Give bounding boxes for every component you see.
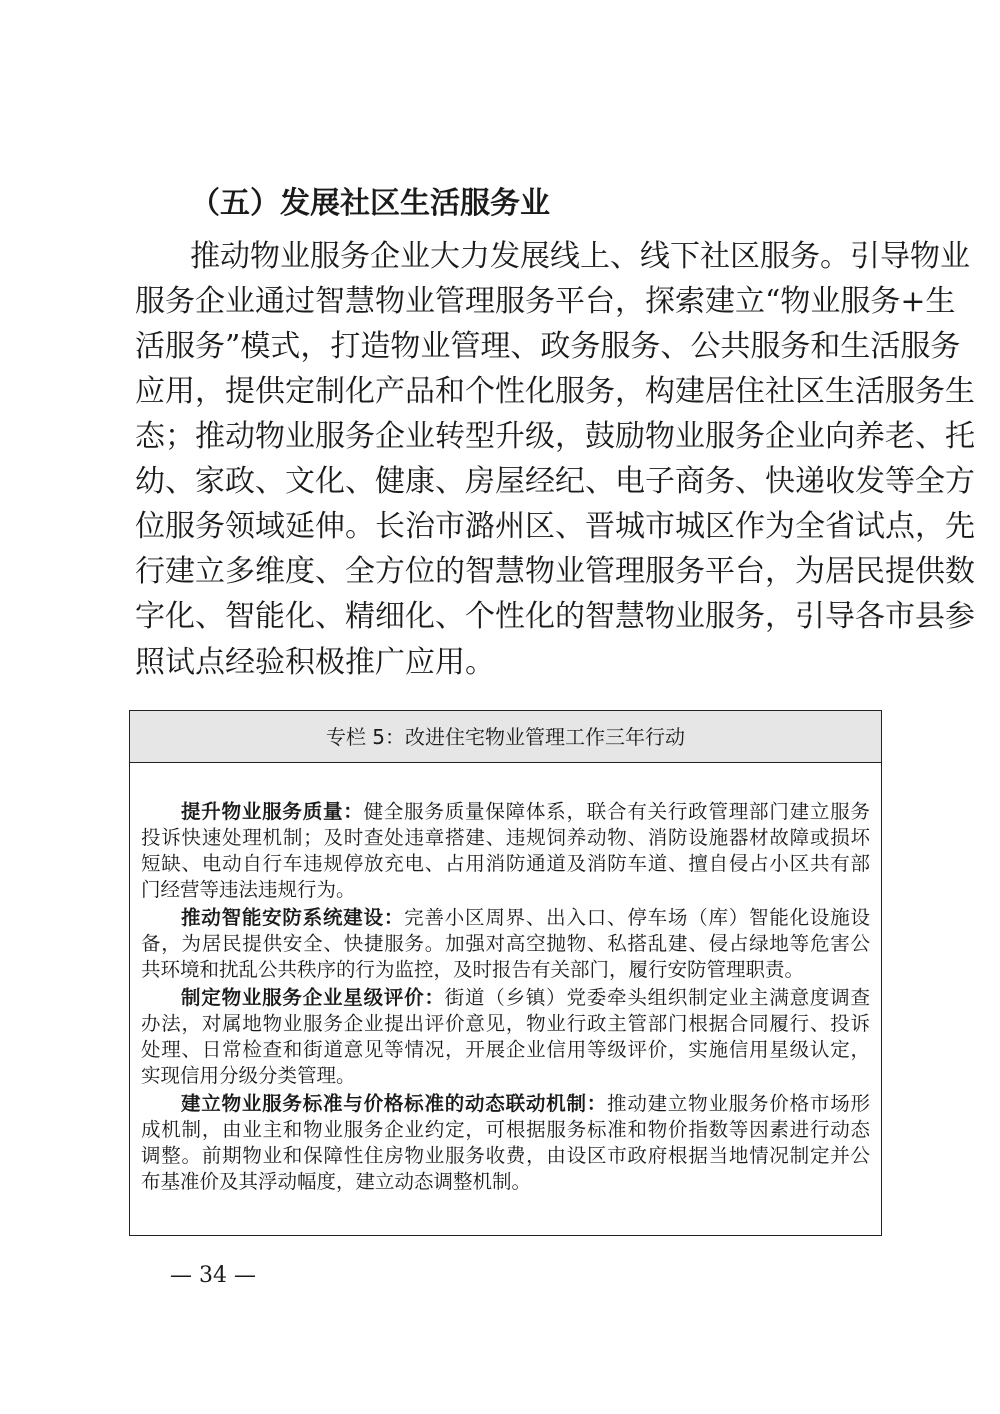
section-heading: （五）发展社区生活服务业 [190,186,550,221]
page-number: — 34 — [170,1263,256,1288]
body-line-9: 字化、智能化、精细化、个性化的智慧物业服务，引导各市县参 [135,599,975,634]
box-item-3-text: 街道（乡镇）党委牵头组织制定业主满意度调查 [444,986,870,1009]
box-item-4-line-2: 成机制，由业主和物业服务企业约定，可根据服务标准和物价指数等因素进行动态 [141,1118,870,1141]
body-line-1: 推动物业服务企业大力发展线上、线下社区服务。引导物业 [190,239,970,274]
body-line-8: 行建立多维度、全方位的智慧物业管理服务平台，为居民提供数 [135,554,975,589]
body-line-2: 服务企业通过智慧物业管理服务平台，探索建立“物业服务+生 [135,284,956,319]
box-item-3-first-line [181,985,870,1011]
box-item-2-first-line [181,905,870,931]
box-item-1-line-4: 门经营等违法违规行为。 [141,878,356,901]
box-item-1-text: 健全服务质量保障体系，联合有关行政管理部门建立服务 [363,800,870,823]
column-box [129,710,882,1236]
body-line-5: 态；推动物业服务企业转型升级，鼓励物业服务企业向养老、托 [135,419,975,454]
body-line-10: 照试点经验积极推广应用。 [135,645,495,680]
body-line-3: 活服务”模式，打造物业管理、政务服务、公共服务和生活服务 [135,329,961,364]
box-item-1-first-line [181,799,870,825]
box-item-4-label: 建立物业服务标准与价格标准的动态联动机制： [181,1092,608,1115]
box-item-2-line-3: 共环境和扰乱公共秩序的行为监控，及时报告有关部门，履行安防管理职责。 [141,958,805,981]
box-item-2-line-2: 备，为居民提供安全、快捷服务。加强对高空抛物、私搭乱建、侵占绿地等危害公 [141,932,870,955]
body-line-4: 应用，提供定制化产品和个性化服务，构建居住社区生活服务生 [135,374,975,409]
box-item-1-line-3: 短缺、电动自行车违规停放充电、占用消防通道及消防车道、擅自侵占小区共有部 [141,852,870,875]
body-line-7: 位服务领域延伸。长治市潞州区、晋城市城区作为全省试点，先 [135,509,975,544]
box-item-1-label: 提升物业服务质量： [181,800,364,823]
box-item-4-line-3: 调整。前期物业和保障性住房物业服务收费，由设区市政府根据当地情况制定并公 [141,1144,870,1167]
box-item-4-text: 推动建立物业服务价格市场形 [607,1092,870,1115]
box-item-3-line-2: 办法，对属地物业服务企业提出评价意见，物业行政主管部门根据合同履行、投诉 [141,1012,870,1035]
body-line-6: 幼、家政、文化、健康、房屋经纪、电子商务、快递收发等全方 [135,464,975,499]
box-item-2-text: 完善小区周界、出入口、停车场（库）智能化设施设 [404,906,870,929]
box-item-4-first-line [181,1091,870,1117]
box-item-2-label: 推动智能安防系统建设： [181,906,405,929]
box-item-1-line-2: 投诉快速处理机制；及时查处违章搭建、违规饲养动物、消防设施器材故障或损坏 [141,826,870,849]
box-item-3-line-3: 处理、日常检查和街道意见等情况，开展企业信用等级评价，实施信用星级认定， [141,1038,870,1061]
box-item-4-line-4: 布基准价及其浮动幅度，建立动态调整机制。 [141,1170,532,1193]
box-item-3-line-4: 实现信用分级分类管理。 [141,1064,356,1087]
box-item-3-label: 制定物业服务企业星级评价： [181,986,445,1009]
column-box-title: 专栏 5：改进住宅物业管理工作三年行动 [130,711,881,763]
